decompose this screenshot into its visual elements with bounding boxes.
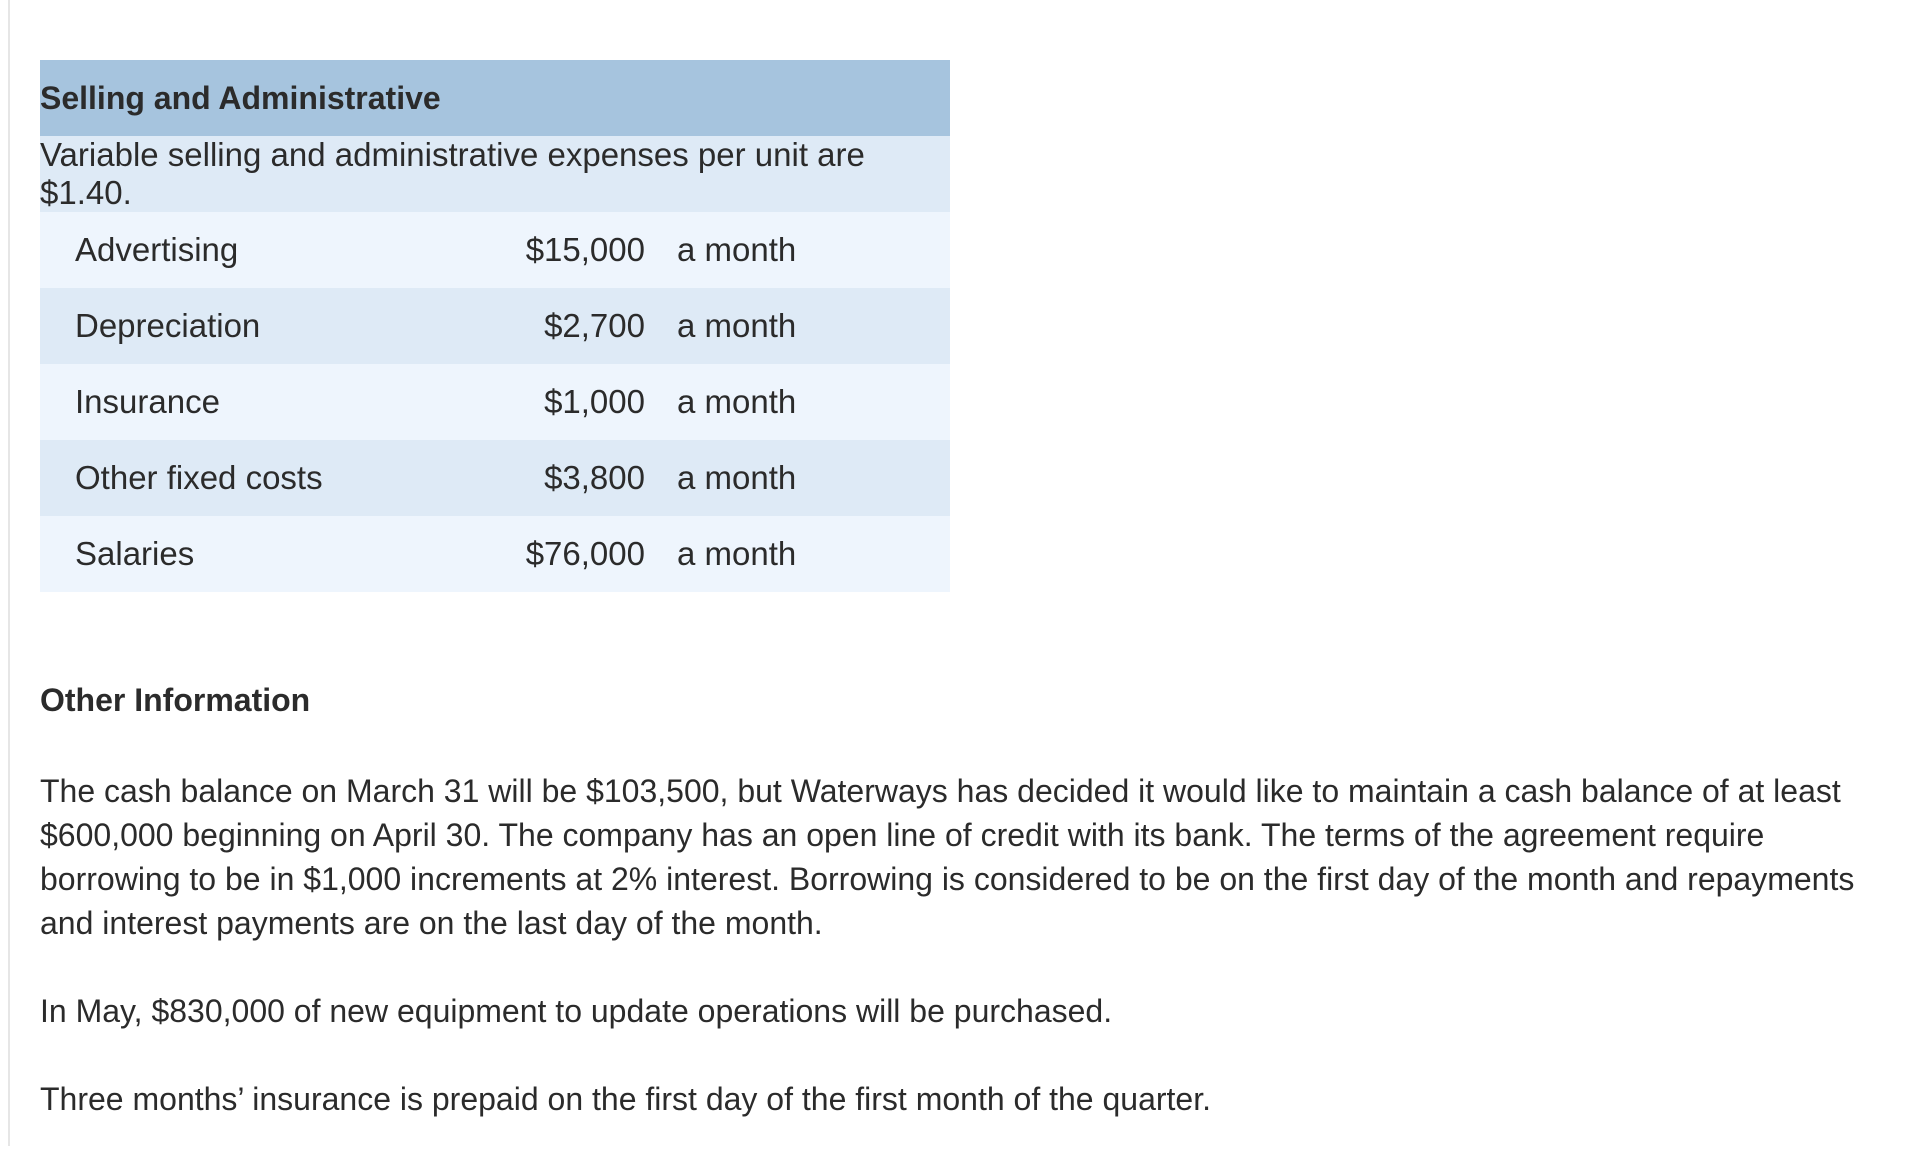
insurance-paragraph: Three months’ insurance is prepaid on the first day of the first month of the quarter. (40, 1081, 1211, 1117)
variable-expense-note: Variable selling and administrative expenses per unit are $1.40. (40, 136, 950, 212)
other-information-heading: Other Information (40, 682, 311, 718)
cash-balance-paragraph: The cash balance on March 31 will be $103,500, but Waterways has decided it would like to maintain a cash balance of at least $600,000 beginning on April 30. The company has an open line of credit with its bank. The terms of the agreement require borrowing to be in $1,000 increments at 2% interest. Borrowing is considered to be on the first day of the month and repayments and interest payments are on the last day of the month. (40, 773, 1855, 941)
table-row-salaries (40, 516, 950, 592)
item-period: a month (649, 516, 950, 592)
item-period: a month (649, 212, 950, 288)
table-title: Selling and Administrative (40, 60, 950, 136)
item-amount: $15,000 (515, 212, 649, 288)
item-label: Depreciation (40, 288, 515, 364)
item-amount: $2,700 (515, 288, 649, 364)
item-label: Insurance (40, 364, 515, 440)
table-row-insurance (40, 364, 950, 440)
item-label: Salaries (40, 516, 515, 592)
table-header-row (40, 60, 950, 136)
selling-admin-table (40, 60, 950, 592)
equipment-paragraph: In May, $830,000 of new equipment to update operations will be purchased. (40, 993, 1113, 1029)
item-label: Other fixed costs (40, 440, 515, 516)
item-period: a month (649, 364, 950, 440)
table-row-depreciation (40, 288, 950, 364)
left-border-rule (8, 0, 10, 1146)
item-amount: $76,000 (515, 516, 649, 592)
item-period: a month (649, 288, 950, 364)
table-row-other-fixed-costs (40, 440, 950, 516)
item-amount: $3,800 (515, 440, 649, 516)
document-content (40, 60, 1890, 1165)
item-amount: $1,000 (515, 364, 649, 440)
variable-note-row (40, 136, 950, 212)
table-row-advertising (40, 212, 950, 288)
item-label: Advertising (40, 212, 515, 288)
item-period: a month (649, 440, 950, 516)
